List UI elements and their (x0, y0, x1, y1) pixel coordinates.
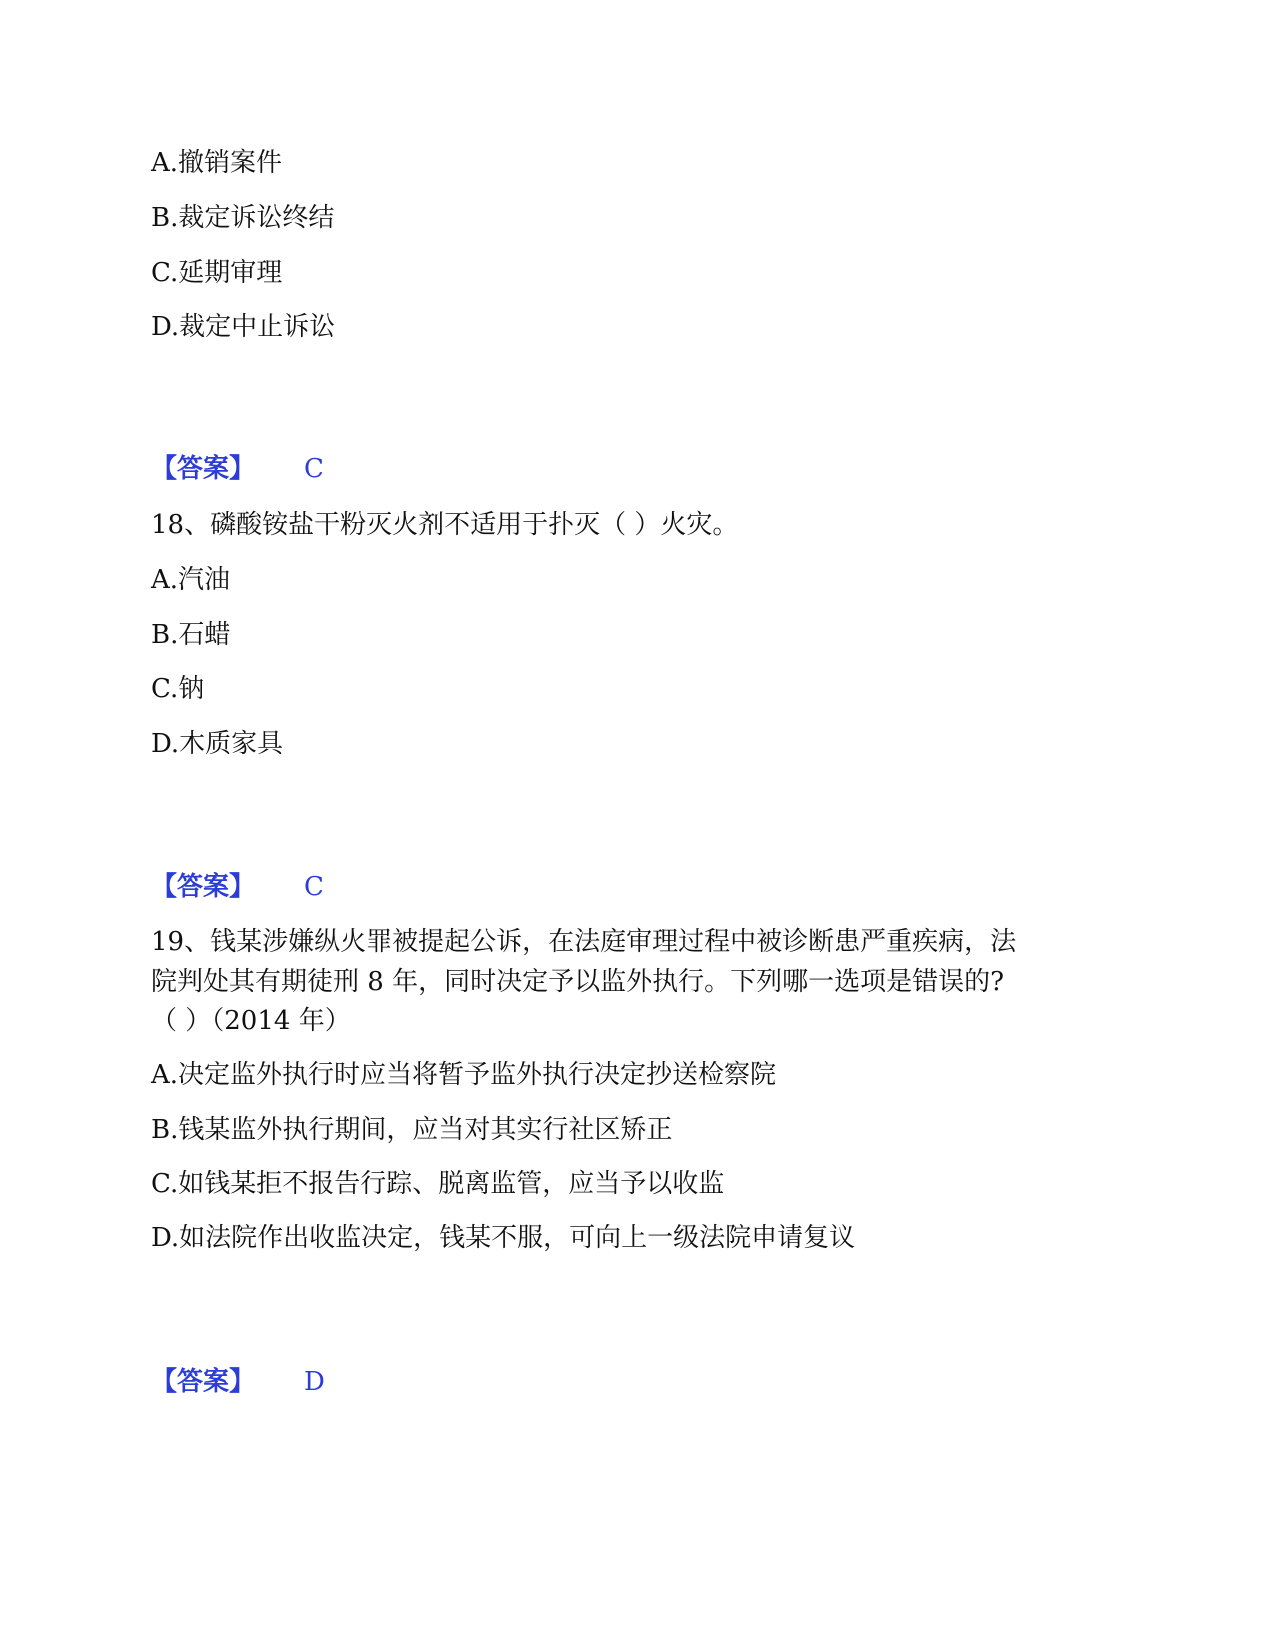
answer-value: C (304, 454, 324, 484)
q19-option-b: B.钱某监外执行期间，应当对其实行社区矫正 (151, 1115, 673, 1145)
q19-option-c: C.如钱某拒不报告行踪、脱离监管，应当予以收监 (151, 1169, 725, 1199)
q18-question: 18、磷酸铵盐干粉灭火剂不适用于扑灭（ ）火灾。 (151, 510, 739, 540)
q18-option-d: D.木质家具 (151, 729, 284, 759)
answer-label: 【答案】 (151, 1367, 256, 1397)
answer-label: 【答案】 (151, 872, 256, 902)
q19-option-d: D.如法院作出收监决定，钱某不服，可向上一级法院申请复议 (151, 1223, 856, 1253)
q18-option-a: A.汽油 (151, 565, 231, 595)
q17-option-c: C.延期审理 (151, 258, 283, 288)
q19-question-line-3: （ ）（2014 年） (151, 1006, 351, 1036)
q18-answer (151, 870, 324, 904)
q19-answer (151, 1365, 325, 1399)
answer-value: D (304, 1367, 325, 1397)
q19-question-line-2: 院判处其有期徒刑 8 年，同时决定予以监外执行。下列哪一选项是错误的? (151, 967, 1005, 997)
q17-answer (151, 452, 324, 486)
q18-option-c: C.钠 (151, 674, 205, 704)
q19-question-line-1: 19、钱某涉嫌纵火罪被提起公诉，在法庭审理过程中被诊断患严重疾病，法 (151, 927, 1017, 957)
q17-option-a: A.撤销案件 (151, 148, 283, 178)
answer-value: C (304, 872, 324, 902)
q19-option-a: A.决定监外执行时应当将暂予监外执行决定抄送检察院 (151, 1060, 777, 1090)
q18-option-b: B.石蜡 (151, 620, 231, 650)
answer-label: 【答案】 (151, 454, 256, 484)
q17-option-b: B.裁定诉讼终结 (151, 203, 335, 233)
q17-option-d: D.裁定中止诉讼 (151, 312, 336, 342)
